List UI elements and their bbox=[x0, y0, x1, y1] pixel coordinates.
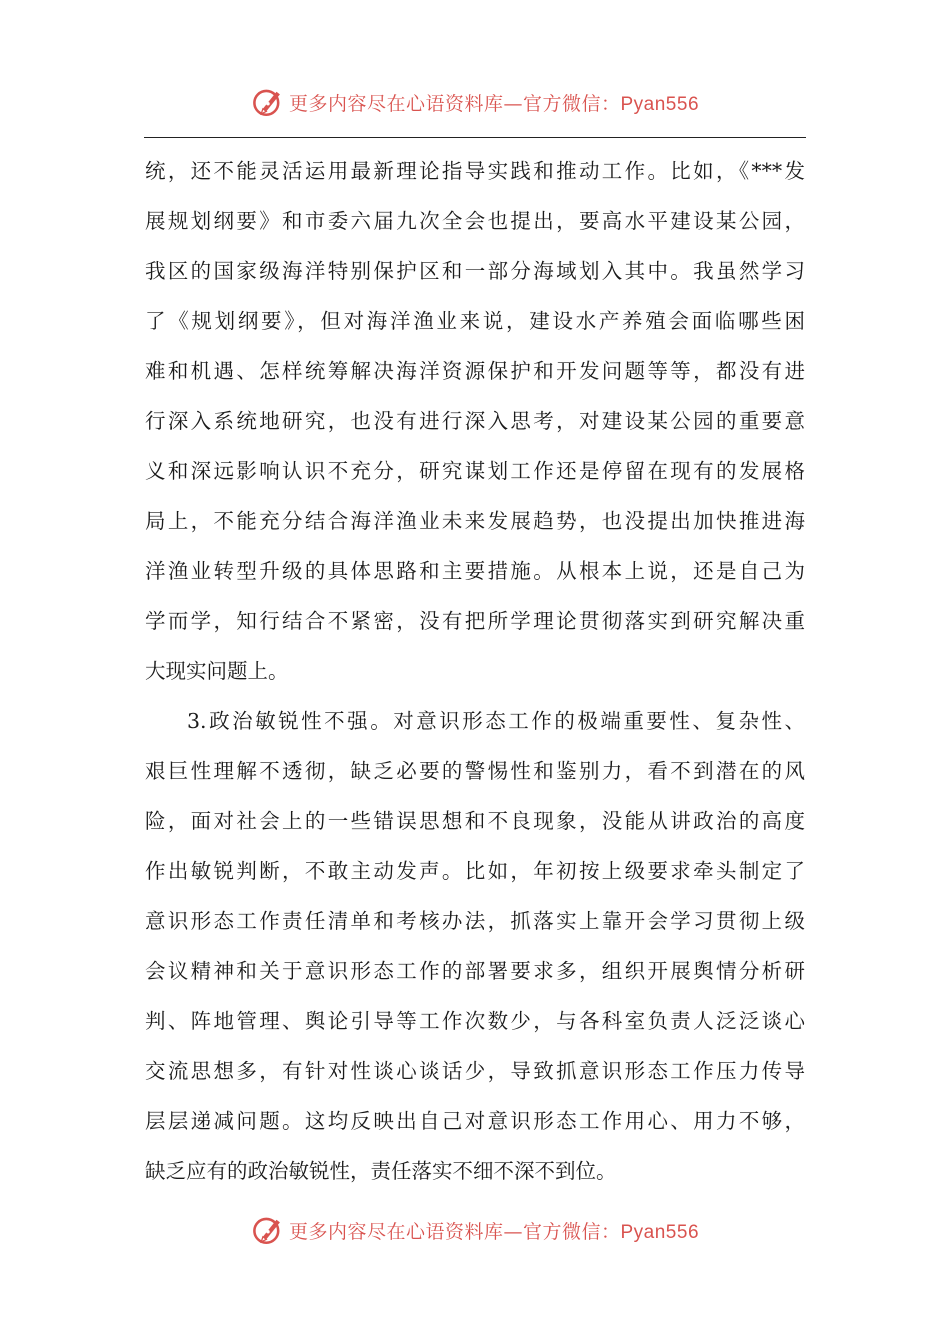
header-wechat-handle: Pyan556 bbox=[620, 93, 700, 115]
text-line: 意识形态工作责任清单和考核办法，抓落实上靠开会学习贯彻上级 bbox=[145, 909, 805, 933]
header-divider bbox=[144, 137, 806, 138]
text-line: 会议精神和关于意识形态工作的部署要求多，组织开展舆情分析研 bbox=[145, 959, 805, 983]
text-line: 学而学，知行结合不紧密，没有把所学理论贯彻落实到研究解决重 bbox=[145, 609, 805, 633]
text-line: 判、阵地管理、舆论引导等工作次数少，与各科室负责人泛泛谈心 bbox=[145, 1009, 805, 1033]
footer-banner-text: 更多内容尽在心语资料库—官方微信：Pyan556 bbox=[288, 1220, 700, 1243]
text-line: 交流思想多，有针对性谈心谈话少，导致抓意识形态工作压力传导 bbox=[145, 1059, 805, 1083]
paragraph bbox=[145, 696, 805, 1196]
paragraph bbox=[145, 146, 805, 696]
text-line: 作出敏锐判断，不敢主动发声。比如，年初按上级要求牵头制定了 bbox=[145, 859, 805, 883]
text-line: 洋渔业转型升级的具体思路和主要措施。从根本上说，还是自己为 bbox=[145, 559, 805, 583]
footer-wechat-handle: Pyan556 bbox=[620, 1221, 700, 1243]
text-line: 义和深远影响认识不充分，研究谋划工作还是停留在现有的发展格 bbox=[145, 459, 805, 483]
text-line: 展规划纲要》和市委六届九次全会也提出，要高水平建设某公园， bbox=[145, 209, 805, 233]
text-line: 缺乏应有的政治敏锐性，责任落实不细不深不到位。 bbox=[145, 1159, 617, 1183]
text-line: 层层递减问题。这均反映出自己对意识形态工作用心、用力不够， bbox=[145, 1109, 805, 1133]
header-banner-text: 更多内容尽在心语资料库—官方微信：Pyan556 bbox=[288, 92, 700, 115]
text-line: 难和机遇、怎样统筹解决海洋资源保护和开发问题等等，都没有进 bbox=[145, 359, 805, 383]
text-line: 我区的国家级海洋特别保护区和一部分海域划入其中。我虽然学习 bbox=[145, 259, 805, 283]
text-line: 艰巨性理解不透彻，缺乏必要的警惕性和鉴别力，看不到潜在的风 bbox=[145, 759, 805, 783]
footer-banner bbox=[0, 1210, 950, 1250]
header-banner bbox=[0, 82, 950, 122]
text-line: 险，面对社会上的一些错误思想和不良现象，没能从讲政治的高度 bbox=[145, 809, 805, 833]
text-line: 3.政治敏锐性不强。对意识形态工作的极端重要性、复杂性、 bbox=[187, 709, 805, 733]
text-line: 了《规划纲要》，但对海洋渔业来说，建设水产养殖会面临哪些困 bbox=[145, 309, 805, 333]
text-line: 统，还不能灵活运用最新理论指导实践和推动工作。比如，《***发 bbox=[145, 159, 805, 183]
document-body bbox=[145, 146, 805, 1196]
text-line: 大现实问题上。 bbox=[145, 659, 289, 683]
text-line: 局上，不能充分结合海洋渔业未来发展趋势，也没提出加快推进海 bbox=[145, 509, 805, 533]
pen-logo-icon bbox=[251, 1213, 285, 1247]
pen-logo-icon bbox=[251, 85, 285, 119]
text-line: 行深入系统地研究，也没有进行深入思考，对建设某公园的重要意 bbox=[145, 409, 805, 433]
